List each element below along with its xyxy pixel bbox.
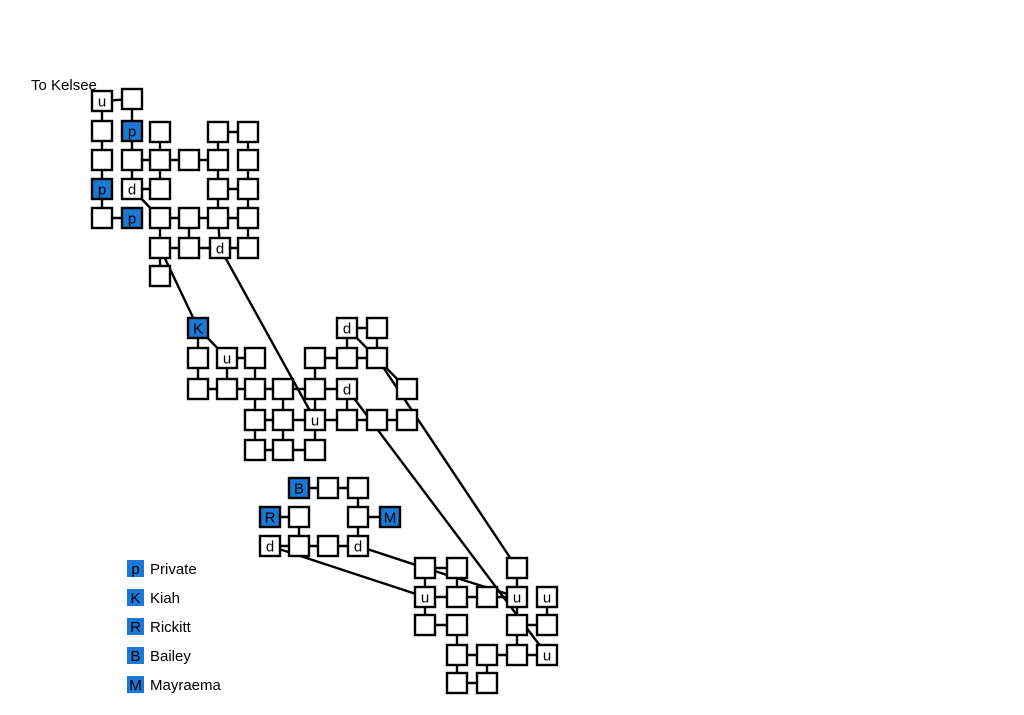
map-room-m42[interactable] xyxy=(273,379,293,399)
map-room-b56[interactable] xyxy=(318,478,338,498)
map-room-m47[interactable] xyxy=(273,410,293,430)
map-room-m36[interactable] xyxy=(367,348,387,368)
map-room-t19[interactable] xyxy=(92,208,112,228)
map-room-t17[interactable] xyxy=(208,179,228,199)
map-room-t12[interactable] xyxy=(208,150,228,170)
room-label-d5: d xyxy=(265,538,275,556)
room-label-B: B xyxy=(293,480,305,498)
map-room-b59[interactable] xyxy=(289,507,309,527)
map-room-t5[interactable] xyxy=(150,122,170,142)
map-room-m41[interactable] xyxy=(245,379,265,399)
map-room-t6[interactable] xyxy=(208,122,228,142)
map-room-t26[interactable] xyxy=(179,238,199,258)
room-label-u5: u xyxy=(512,589,522,607)
map-room-t7[interactable] xyxy=(238,122,258,142)
map-room-t16[interactable] xyxy=(150,179,170,199)
map-room-m46[interactable] xyxy=(245,410,265,430)
map-room-t29[interactable] xyxy=(150,266,170,286)
map-room-m40[interactable] xyxy=(217,379,237,399)
legend-label-private: Private xyxy=(150,561,197,578)
map-room-m52[interactable] xyxy=(245,440,265,460)
room-label-d4: d xyxy=(342,381,352,399)
map-room-b63[interactable] xyxy=(289,536,309,556)
map-room-m53[interactable] xyxy=(273,440,293,460)
map-room-m50[interactable] xyxy=(367,410,387,430)
room-label-K: K xyxy=(192,320,204,338)
map-edge-q1-u5 xyxy=(425,568,517,597)
map-room-q10[interactable] xyxy=(447,615,467,635)
map-room-q1[interactable] xyxy=(415,558,435,578)
map-room-t10[interactable] xyxy=(150,150,170,170)
room-label-R: R xyxy=(264,509,276,527)
map-room-t25[interactable] xyxy=(150,238,170,258)
map-room-m35[interactable] xyxy=(337,348,357,368)
room-label-u3: u xyxy=(310,412,320,430)
legend-label-rickitt: Rickitt xyxy=(150,619,191,636)
map-room-m31[interactable] xyxy=(188,348,208,368)
room-label-d6: d xyxy=(353,538,363,556)
map-room-q17[interactable] xyxy=(447,673,467,693)
map-room-t18[interactable] xyxy=(238,179,258,199)
legend-key-kiah: K xyxy=(130,590,141,607)
map-room-q12[interactable] xyxy=(537,615,557,635)
map-room-q2[interactable] xyxy=(447,558,467,578)
room-label-u4: u xyxy=(420,589,430,607)
map-room-b57[interactable] xyxy=(348,478,368,498)
map-room-b64[interactable] xyxy=(318,536,338,556)
exit-annotation-to-kelsee: To Kelsee xyxy=(31,77,97,94)
room-label-um1: u xyxy=(222,350,232,368)
legend-key-mayraema: M xyxy=(129,677,142,694)
legend-label-bailey: Bailey xyxy=(150,648,191,665)
room-label-p2: p xyxy=(97,181,107,199)
map-room-q3[interactable] xyxy=(507,558,527,578)
map-room-t11[interactable] xyxy=(179,150,199,170)
legend-key-private: p xyxy=(131,561,140,578)
room-label-d1: d xyxy=(127,181,137,199)
map-room-b60[interactable] xyxy=(348,507,368,527)
map-room-t9[interactable] xyxy=(122,150,142,170)
map-edge-t25-K xyxy=(160,248,198,328)
room-label-u6: u xyxy=(542,589,552,607)
map-room-t13[interactable] xyxy=(238,150,258,170)
legend-label-mayraema: Mayraema xyxy=(150,677,221,694)
map-room-q14[interactable] xyxy=(477,645,497,665)
map-room-t2[interactable] xyxy=(122,89,142,109)
map-room-m45[interactable] xyxy=(397,379,417,399)
room-label-p3: p xyxy=(127,210,137,228)
map-room-t23[interactable] xyxy=(208,208,228,228)
map-room-t8[interactable] xyxy=(92,150,112,170)
map-room-q6[interactable] xyxy=(477,587,497,607)
map-room-q15[interactable] xyxy=(507,645,527,665)
map-room-m49[interactable] xyxy=(337,410,357,430)
map-room-m34[interactable] xyxy=(305,348,325,368)
map-room-q18[interactable] xyxy=(477,673,497,693)
map-room-t3[interactable] xyxy=(92,121,112,141)
room-label-M: M xyxy=(383,509,397,527)
map-room-q11[interactable] xyxy=(507,615,527,635)
room-label-p1: p xyxy=(127,123,137,141)
map-room-m54[interactable] xyxy=(305,440,325,460)
room-label-d2: d xyxy=(215,240,225,258)
map-room-m38[interactable] xyxy=(367,318,387,338)
map-room-m33[interactable] xyxy=(245,348,265,368)
map-room-q9[interactable] xyxy=(415,615,435,635)
map-room-q13[interactable] xyxy=(447,645,467,665)
map-room-t21[interactable] xyxy=(150,208,170,228)
map-room-q5[interactable] xyxy=(447,587,467,607)
legend-key-bailey: B xyxy=(130,648,141,665)
map-room-m43[interactable] xyxy=(305,379,325,399)
map-room-t24[interactable] xyxy=(238,208,258,228)
room-label-d3: d xyxy=(342,320,352,338)
legend-key-rickitt: R xyxy=(130,619,141,636)
map-room-m51[interactable] xyxy=(397,410,417,430)
map-room-m39[interactable] xyxy=(188,379,208,399)
map-room-t28[interactable] xyxy=(238,238,258,258)
room-label-u7: u xyxy=(542,647,552,665)
map-room-t22[interactable] xyxy=(179,208,199,228)
room-label-u1: u xyxy=(97,93,107,111)
legend-label-kiah: Kiah xyxy=(150,590,181,607)
